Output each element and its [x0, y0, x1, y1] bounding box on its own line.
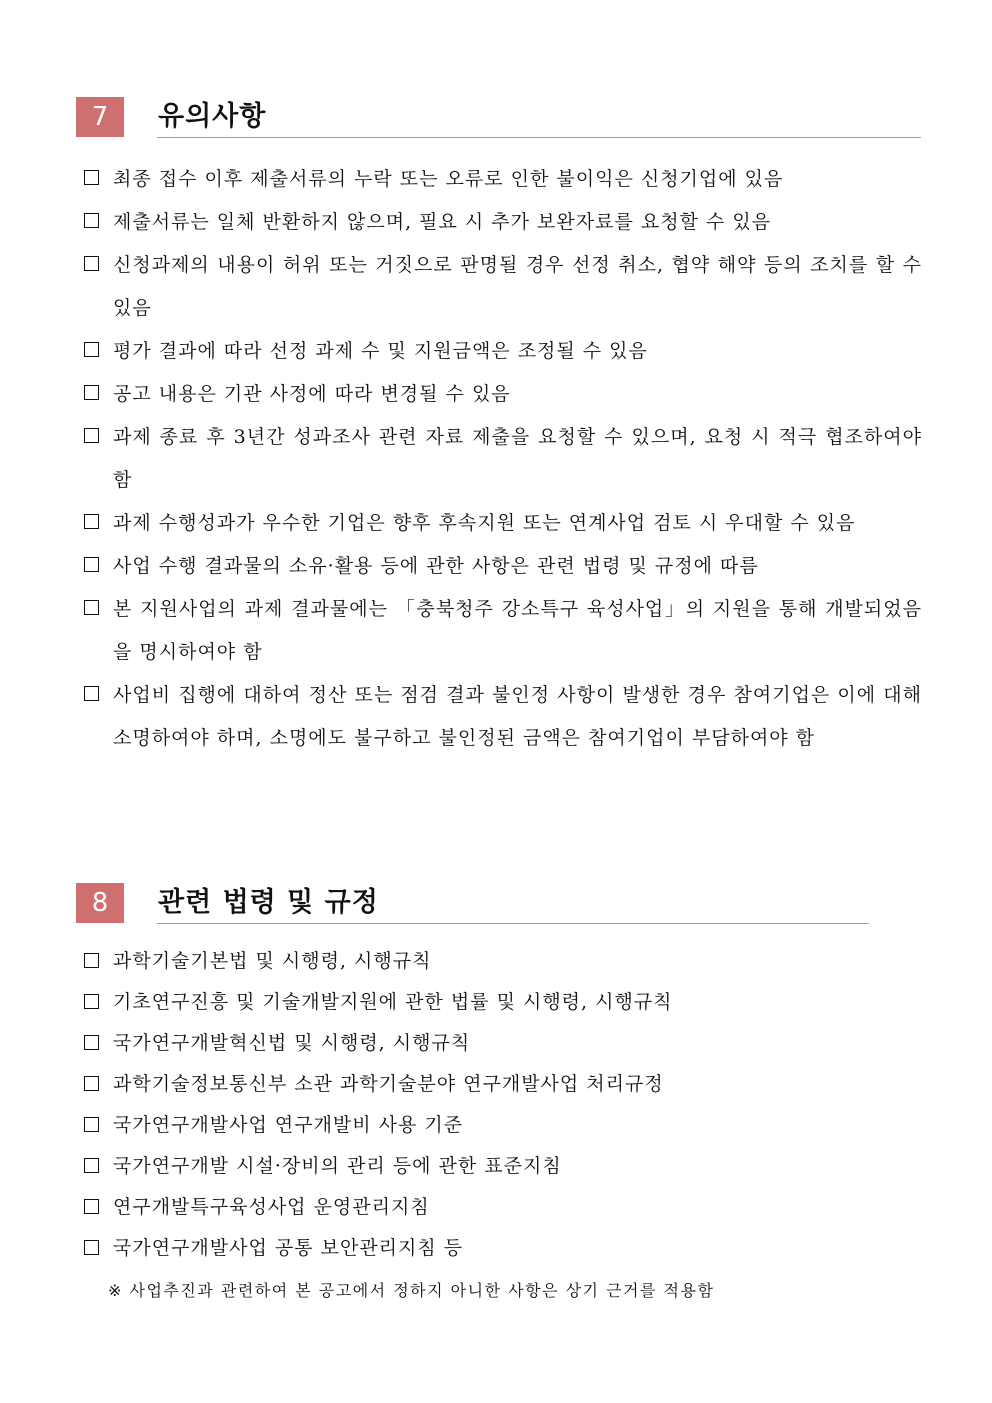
section-divider — [157, 923, 869, 924]
list-item-text: 사업비 집행에 대하여 정산 또는 점검 결과 불인정 사항이 발생한 경우 참여기업은 이에 대해 소명하여야 하며, 소명에도 불구하고 불인정된 금액은 참여기업이 부담하여야 함 — [113, 684, 922, 749]
checkbox-square-icon — [84, 686, 99, 701]
list-item-text: 국가연구개발 시설·장비의 관리 등에 관한 표준지침 — [113, 1155, 562, 1177]
list-item-text: 평가 결과에 따라 선정 과제 수 및 지원금액은 조정될 수 있음 — [113, 340, 648, 362]
section-number-badge: 8 — [76, 883, 124, 923]
checkbox-square-icon — [84, 342, 99, 357]
list-item-text: 과제 종료 후 3년간 성과조사 관련 자료 제출을 요청할 수 있으며, 요청 시 적극 협조하여야 함 — [113, 426, 922, 491]
checkbox-square-icon — [84, 1035, 99, 1050]
section-8-header — [76, 883, 379, 923]
list-item — [84, 545, 922, 588]
checkbox-square-icon — [84, 514, 99, 529]
section-number-badge: 7 — [76, 97, 124, 137]
section-title: 유의사항 — [158, 101, 267, 132]
list-item — [84, 1023, 922, 1064]
list-item-text: 과학기술정보통신부 소관 과학기술분야 연구개발사업 처리규정 — [113, 1073, 664, 1095]
list-item — [84, 373, 922, 416]
section-title: 관련 법령 및 규정 — [158, 887, 379, 918]
list-item-text: 공고 내용은 기관 사정에 따라 변경될 수 있음 — [113, 383, 511, 405]
list-item-text: 기초연구진흥 및 기술개발지원에 관한 법률 및 시행령, 시행규칙 — [113, 991, 673, 1013]
list-item-text: 국가연구개발사업 연구개발비 사용 기준 — [113, 1114, 464, 1136]
list-item — [84, 674, 922, 760]
checkbox-square-icon — [84, 385, 99, 400]
list-item — [84, 330, 922, 373]
list-item — [84, 1064, 922, 1105]
list-item — [84, 1187, 922, 1228]
checkbox-square-icon — [84, 557, 99, 572]
list-item-text: 과학기술기본법 및 시행령, 시행규칙 — [113, 950, 432, 972]
notice-list — [84, 158, 922, 760]
list-item-text: 제출서류는 일체 반환하지 않으며, 필요 시 추가 보완자료를 요청할 수 있음 — [113, 211, 772, 233]
list-item — [84, 502, 922, 545]
checkbox-square-icon — [84, 256, 99, 271]
checkbox-square-icon — [84, 170, 99, 185]
footnote: ※ 사업추진과 관련하여 본 공고에서 정하지 아니한 사항은 상기 근거를 적용함 — [108, 1281, 715, 1300]
list-item — [84, 588, 922, 674]
checkbox-square-icon — [84, 1158, 99, 1173]
checkbox-square-icon — [84, 994, 99, 1009]
list-item-text: 국가연구개발사업 공통 보안관리지침 등 — [113, 1237, 464, 1259]
section-7-header — [76, 97, 266, 137]
checkbox-square-icon — [84, 1199, 99, 1214]
list-item-text: 신청과제의 내용이 허위 또는 거짓으로 판명될 경우 선정 취소, 협약 해약 등의 조치를 할 수 있음 — [113, 254, 922, 319]
list-item-text: 연구개발특구육성사업 운영관리지침 — [113, 1196, 430, 1218]
checkbox-square-icon — [84, 428, 99, 443]
list-item — [84, 201, 922, 244]
regulation-list — [84, 941, 922, 1269]
checkbox-square-icon — [84, 600, 99, 615]
list-item-text: 과제 수행성과가 우수한 기업은 향후 후속지원 또는 연계사업 검토 시 우대할 수 있음 — [113, 512, 856, 534]
list-item-text: 국가연구개발혁신법 및 시행령, 시행규칙 — [113, 1032, 471, 1054]
list-item — [84, 1228, 922, 1269]
list-item — [84, 1105, 922, 1146]
checkbox-square-icon — [84, 1076, 99, 1091]
list-item — [84, 941, 922, 982]
checkbox-square-icon — [84, 1240, 99, 1255]
checkbox-square-icon — [84, 1117, 99, 1132]
list-item — [84, 982, 922, 1023]
list-item — [84, 1146, 922, 1187]
list-item — [84, 158, 922, 201]
section-divider — [157, 137, 921, 138]
list-item-text: 최종 접수 이후 제출서류의 누락 또는 오류로 인한 불이익은 신청기업에 있음 — [113, 168, 784, 190]
checkbox-square-icon — [84, 213, 99, 228]
list-item-text: 본 지원사업의 과제 결과물에는 「충북청주 강소특구 육성사업」의 지원을 통해 개발되었음을 명시하여야 함 — [113, 598, 922, 663]
list-item-text: 사업 수행 결과물의 소유·활용 등에 관한 사항은 관련 법령 및 규정에 따름 — [113, 555, 759, 577]
checkbox-square-icon — [84, 953, 99, 968]
list-item — [84, 416, 922, 502]
list-item — [84, 244, 922, 330]
